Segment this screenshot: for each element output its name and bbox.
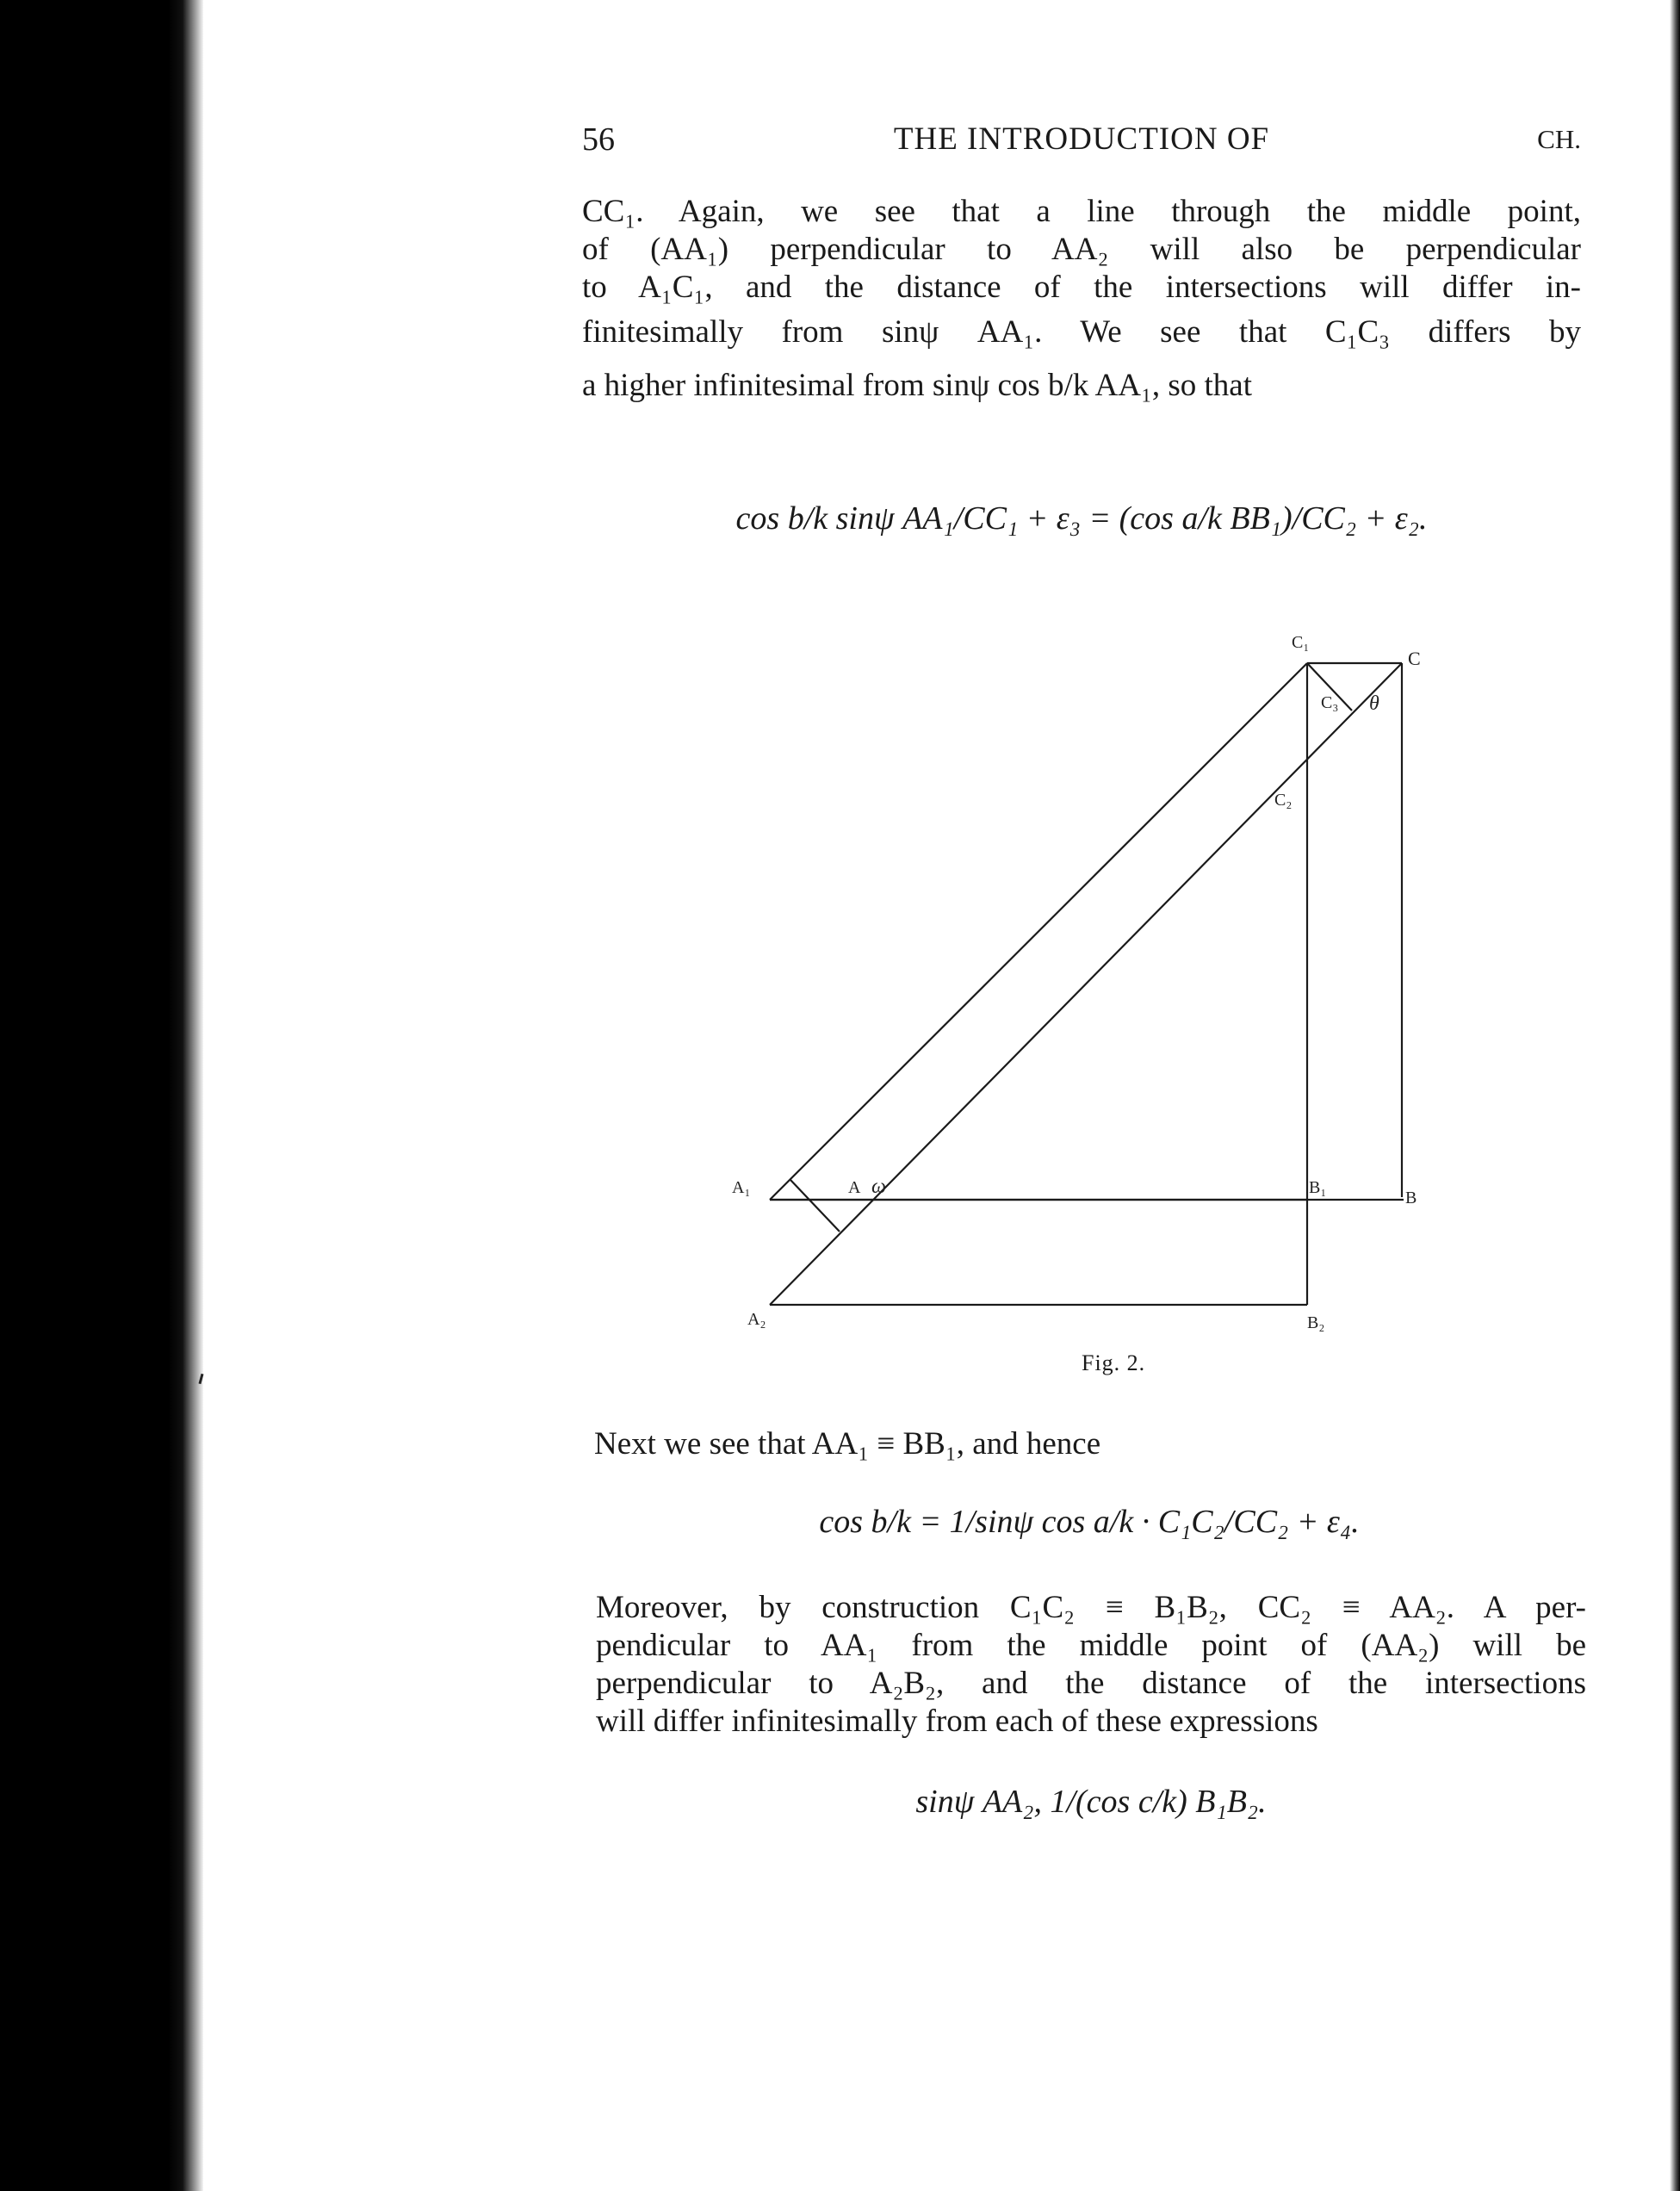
- running-head: [582, 121, 1581, 169]
- geometric-diagram: [732, 629, 1421, 1344]
- paragraph-1: [582, 193, 1581, 405]
- segment-a1-c1: [770, 663, 1307, 1200]
- label-omega: ω: [871, 1176, 886, 1198]
- label-b1: B₁: [1309, 1178, 1327, 1197]
- text-line: perpendicular to A₂B₂, and the distance of the intersections: [596, 1666, 1586, 1701]
- label-b: B: [1405, 1189, 1417, 1207]
- label-c1: C₁: [1292, 633, 1310, 652]
- label-a: A: [848, 1178, 861, 1197]
- perpendicular-a1: [790, 1180, 840, 1232]
- text-line: Moreover, by construction C₁C₂ ≡ B₁B₂, CC₂ ≡ AA₂. A per-: [596, 1590, 1586, 1625]
- label-b2: B₂: [1307, 1313, 1325, 1332]
- label-c2: C₂: [1274, 791, 1293, 810]
- equation-3: sinψ AA₂, 1/(cos c/k) B₁B₂.: [915, 1784, 1267, 1820]
- paragraph-2: [594, 1425, 1584, 1463]
- text-line: CC₁. Again, we see that a line through the middle point,: [582, 194, 1581, 229]
- text-line: to A₁C₁, and the distance of the intersections will differ in-: [582, 270, 1581, 305]
- running-title: THE INTRODUCTION OF: [893, 121, 1270, 157]
- text-line: will differ infinitesimally from each of these expressions: [596, 1704, 1318, 1739]
- text-line: Next we see that AA₁ ≡ BB₁, and hence: [594, 1426, 1101, 1462]
- equation-2: cos b/k = 1/sinψ cos a/k · C₁C₂/CC₂ + ε₄.: [819, 1504, 1360, 1540]
- equation-1: cos b/k sinψ AA₁/CC₁ + ε₃ = (cos a/k BB₁)/CC₂ + ε₂.: [735, 500, 1428, 537]
- label-theta: θ: [1369, 692, 1379, 715]
- paragraph-3: [596, 1589, 1586, 1741]
- text-line: of (AA₁) perpendicular to AA₂ will also be perpendicular: [582, 232, 1581, 267]
- label-a1: A₁: [732, 1178, 751, 1197]
- text-line: pendicular to AA₁ from the middle point of (AA₂) will be: [596, 1628, 1586, 1663]
- figure-2: [732, 629, 1421, 1344]
- page-number: 56: [582, 121, 615, 158]
- label-c3: C₃: [1321, 693, 1339, 712]
- figure-caption: Fig. 2.: [1082, 1350, 1146, 1375]
- text-line: finitesimally from sinψ AA₁. We see that C₁C₃ differs by: [582, 314, 1581, 350]
- label-c: C: [1408, 648, 1421, 669]
- text-line: a higher infinitesimal from sinψ cos b/k AA₁, so that: [582, 368, 1253, 403]
- chapter-abbrev: CH.: [1537, 124, 1581, 154]
- label-a2: A₂: [747, 1310, 766, 1329]
